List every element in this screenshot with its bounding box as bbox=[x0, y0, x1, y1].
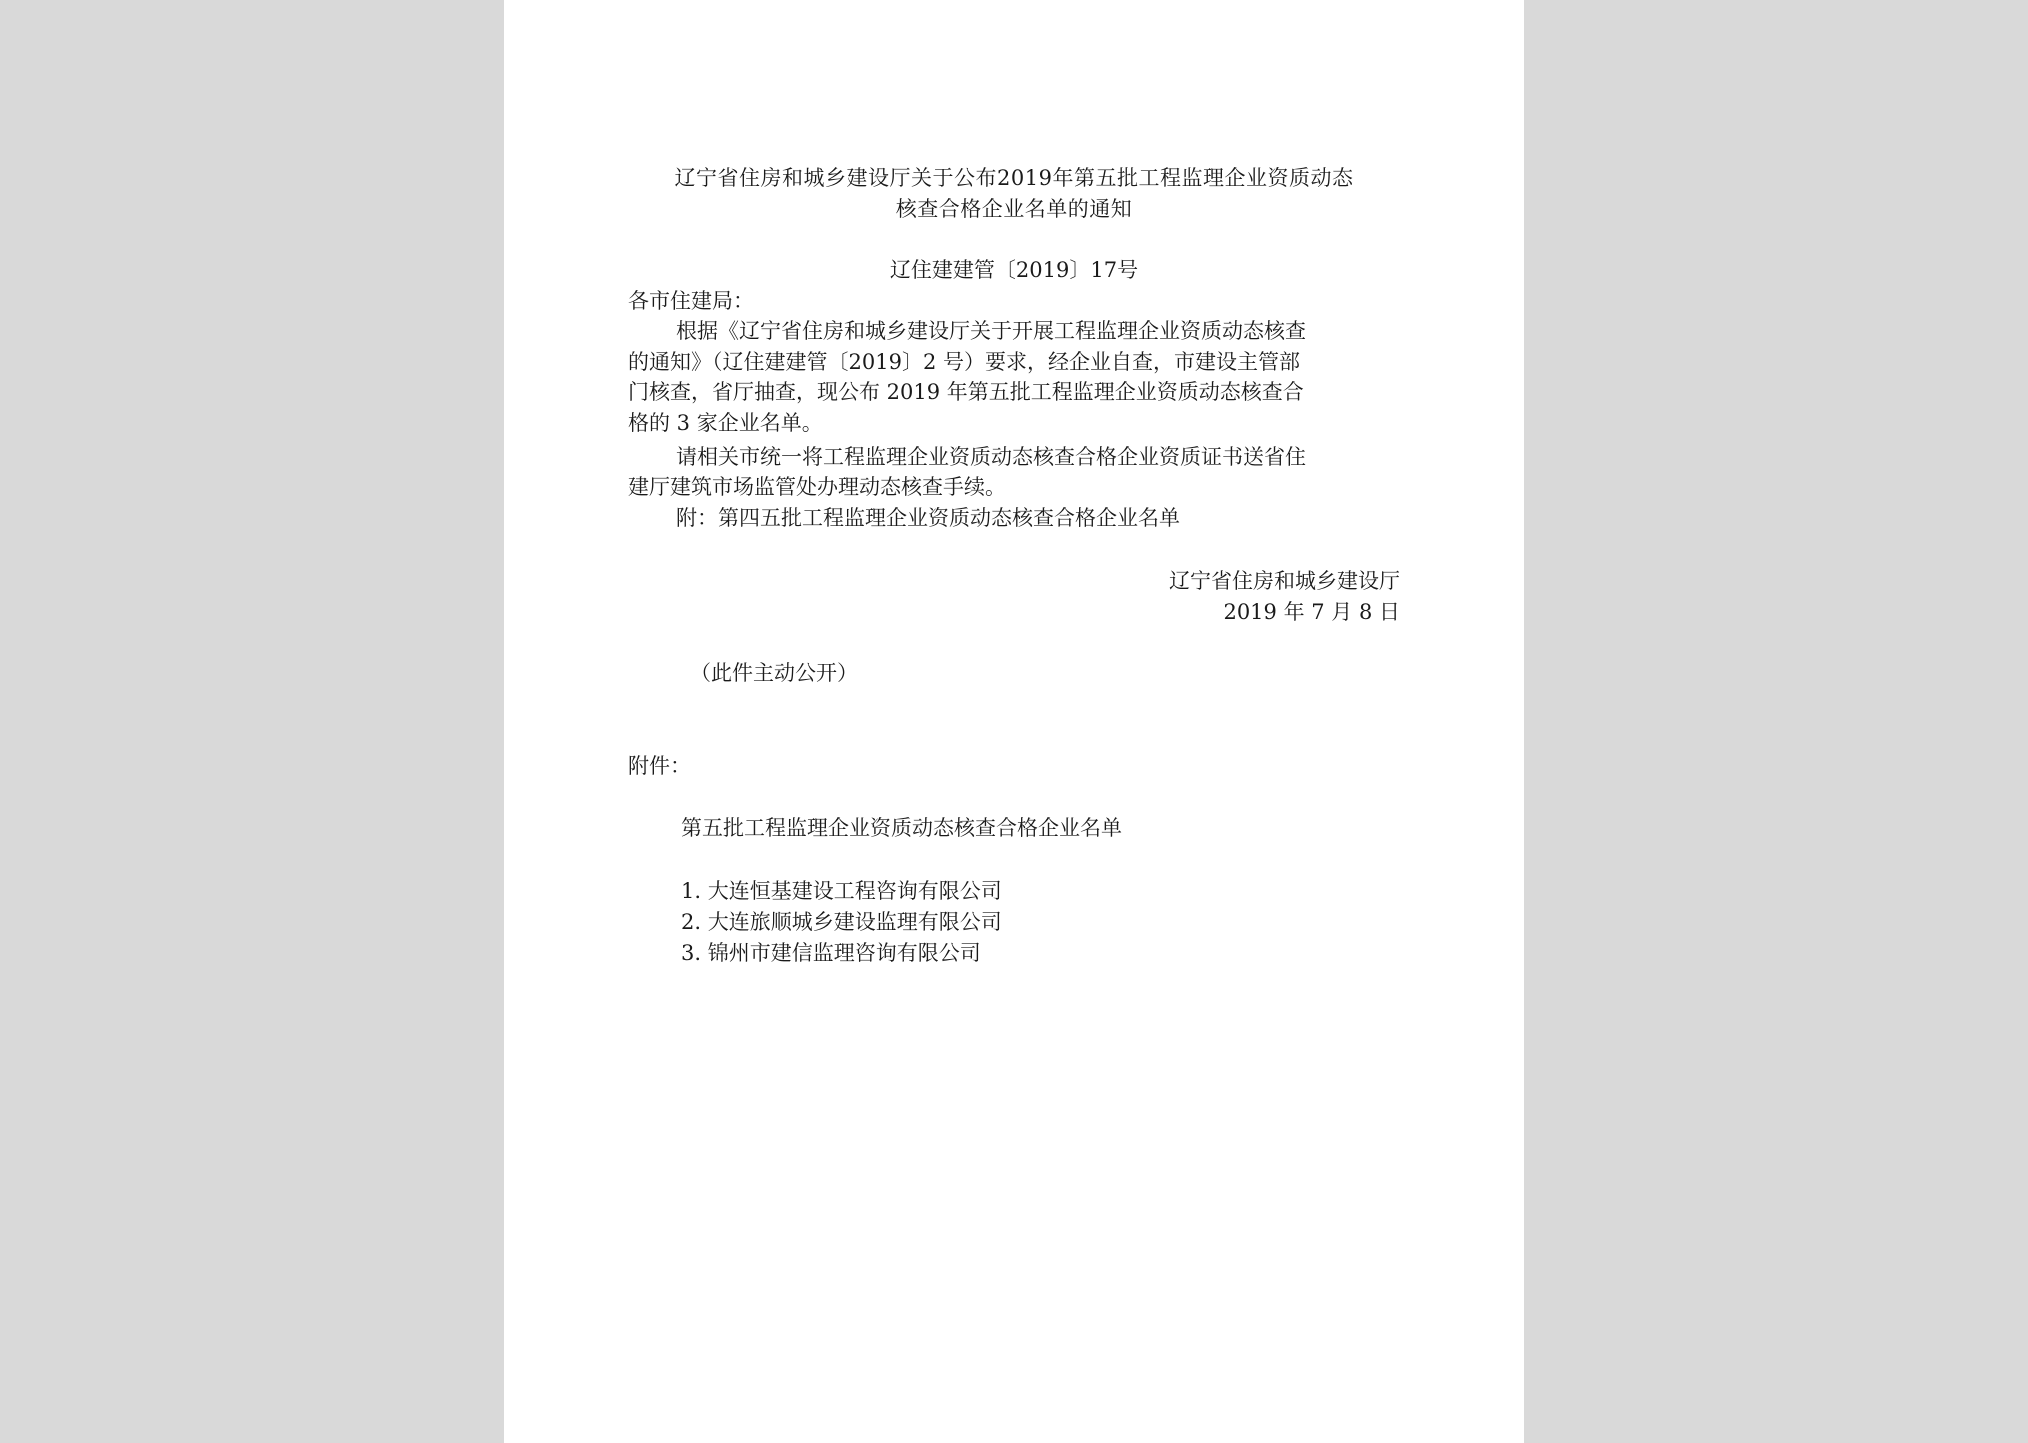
signature-organization: 辽宁省住房和城乡建设厅 bbox=[1169, 569, 1400, 593]
body-line-4: 格的 3 家企业名单。 bbox=[628, 411, 823, 435]
public-disclosure-note: （此件主动公开） bbox=[690, 661, 858, 685]
signature-date: 2019 年 7 月 8 日 bbox=[1223, 600, 1400, 624]
document-page bbox=[504, 0, 1524, 1443]
company-list-item: 3. 锦州市建信监理咨询有限公司 bbox=[681, 941, 981, 965]
body-line-1: 根据《辽宁省住房和城乡建设厅关于开展工程监理企业资质动态核查 bbox=[676, 319, 1306, 343]
body-line-6: 建厅建筑市场监管处办理动态核查手续。 bbox=[628, 475, 1006, 499]
attachment-reference: 附：第四五批工程监理企业资质动态核查合格企业名单 bbox=[676, 506, 1180, 530]
company-list-item: 1. 大连恒基建设工程咨询有限公司 bbox=[681, 879, 1002, 903]
body-line-3: 门核查，省厅抽查，现公布 2019 年第五批工程监理企业资质动态核查合 bbox=[628, 380, 1304, 404]
document-title-line-1: 辽宁省住房和城乡建设厅关于公布2019年第五批工程监理企业资质动态 bbox=[674, 166, 1354, 190]
document-title-line-2: 核查合格企业名单的通知 bbox=[895, 197, 1133, 221]
body-line-5: 请相关市统一将工程监理企业资质动态核查合格企业资质证书送省住 bbox=[676, 445, 1306, 469]
body-line-2: 的通知》（辽住建建管〔2019〕2 号）要求，经企业自查，市建设主管部 bbox=[628, 350, 1300, 374]
attachment-label: 附件： bbox=[628, 754, 691, 778]
attachment-title: 第五批工程监理企业资质动态核查合格企业名单 bbox=[681, 816, 1122, 840]
addressee: 各市住建局： bbox=[628, 289, 754, 313]
document-number: 辽住建建管〔2019〕17号 bbox=[889, 258, 1139, 282]
company-list-item: 2. 大连旅顺城乡建设监理有限公司 bbox=[681, 910, 1002, 934]
